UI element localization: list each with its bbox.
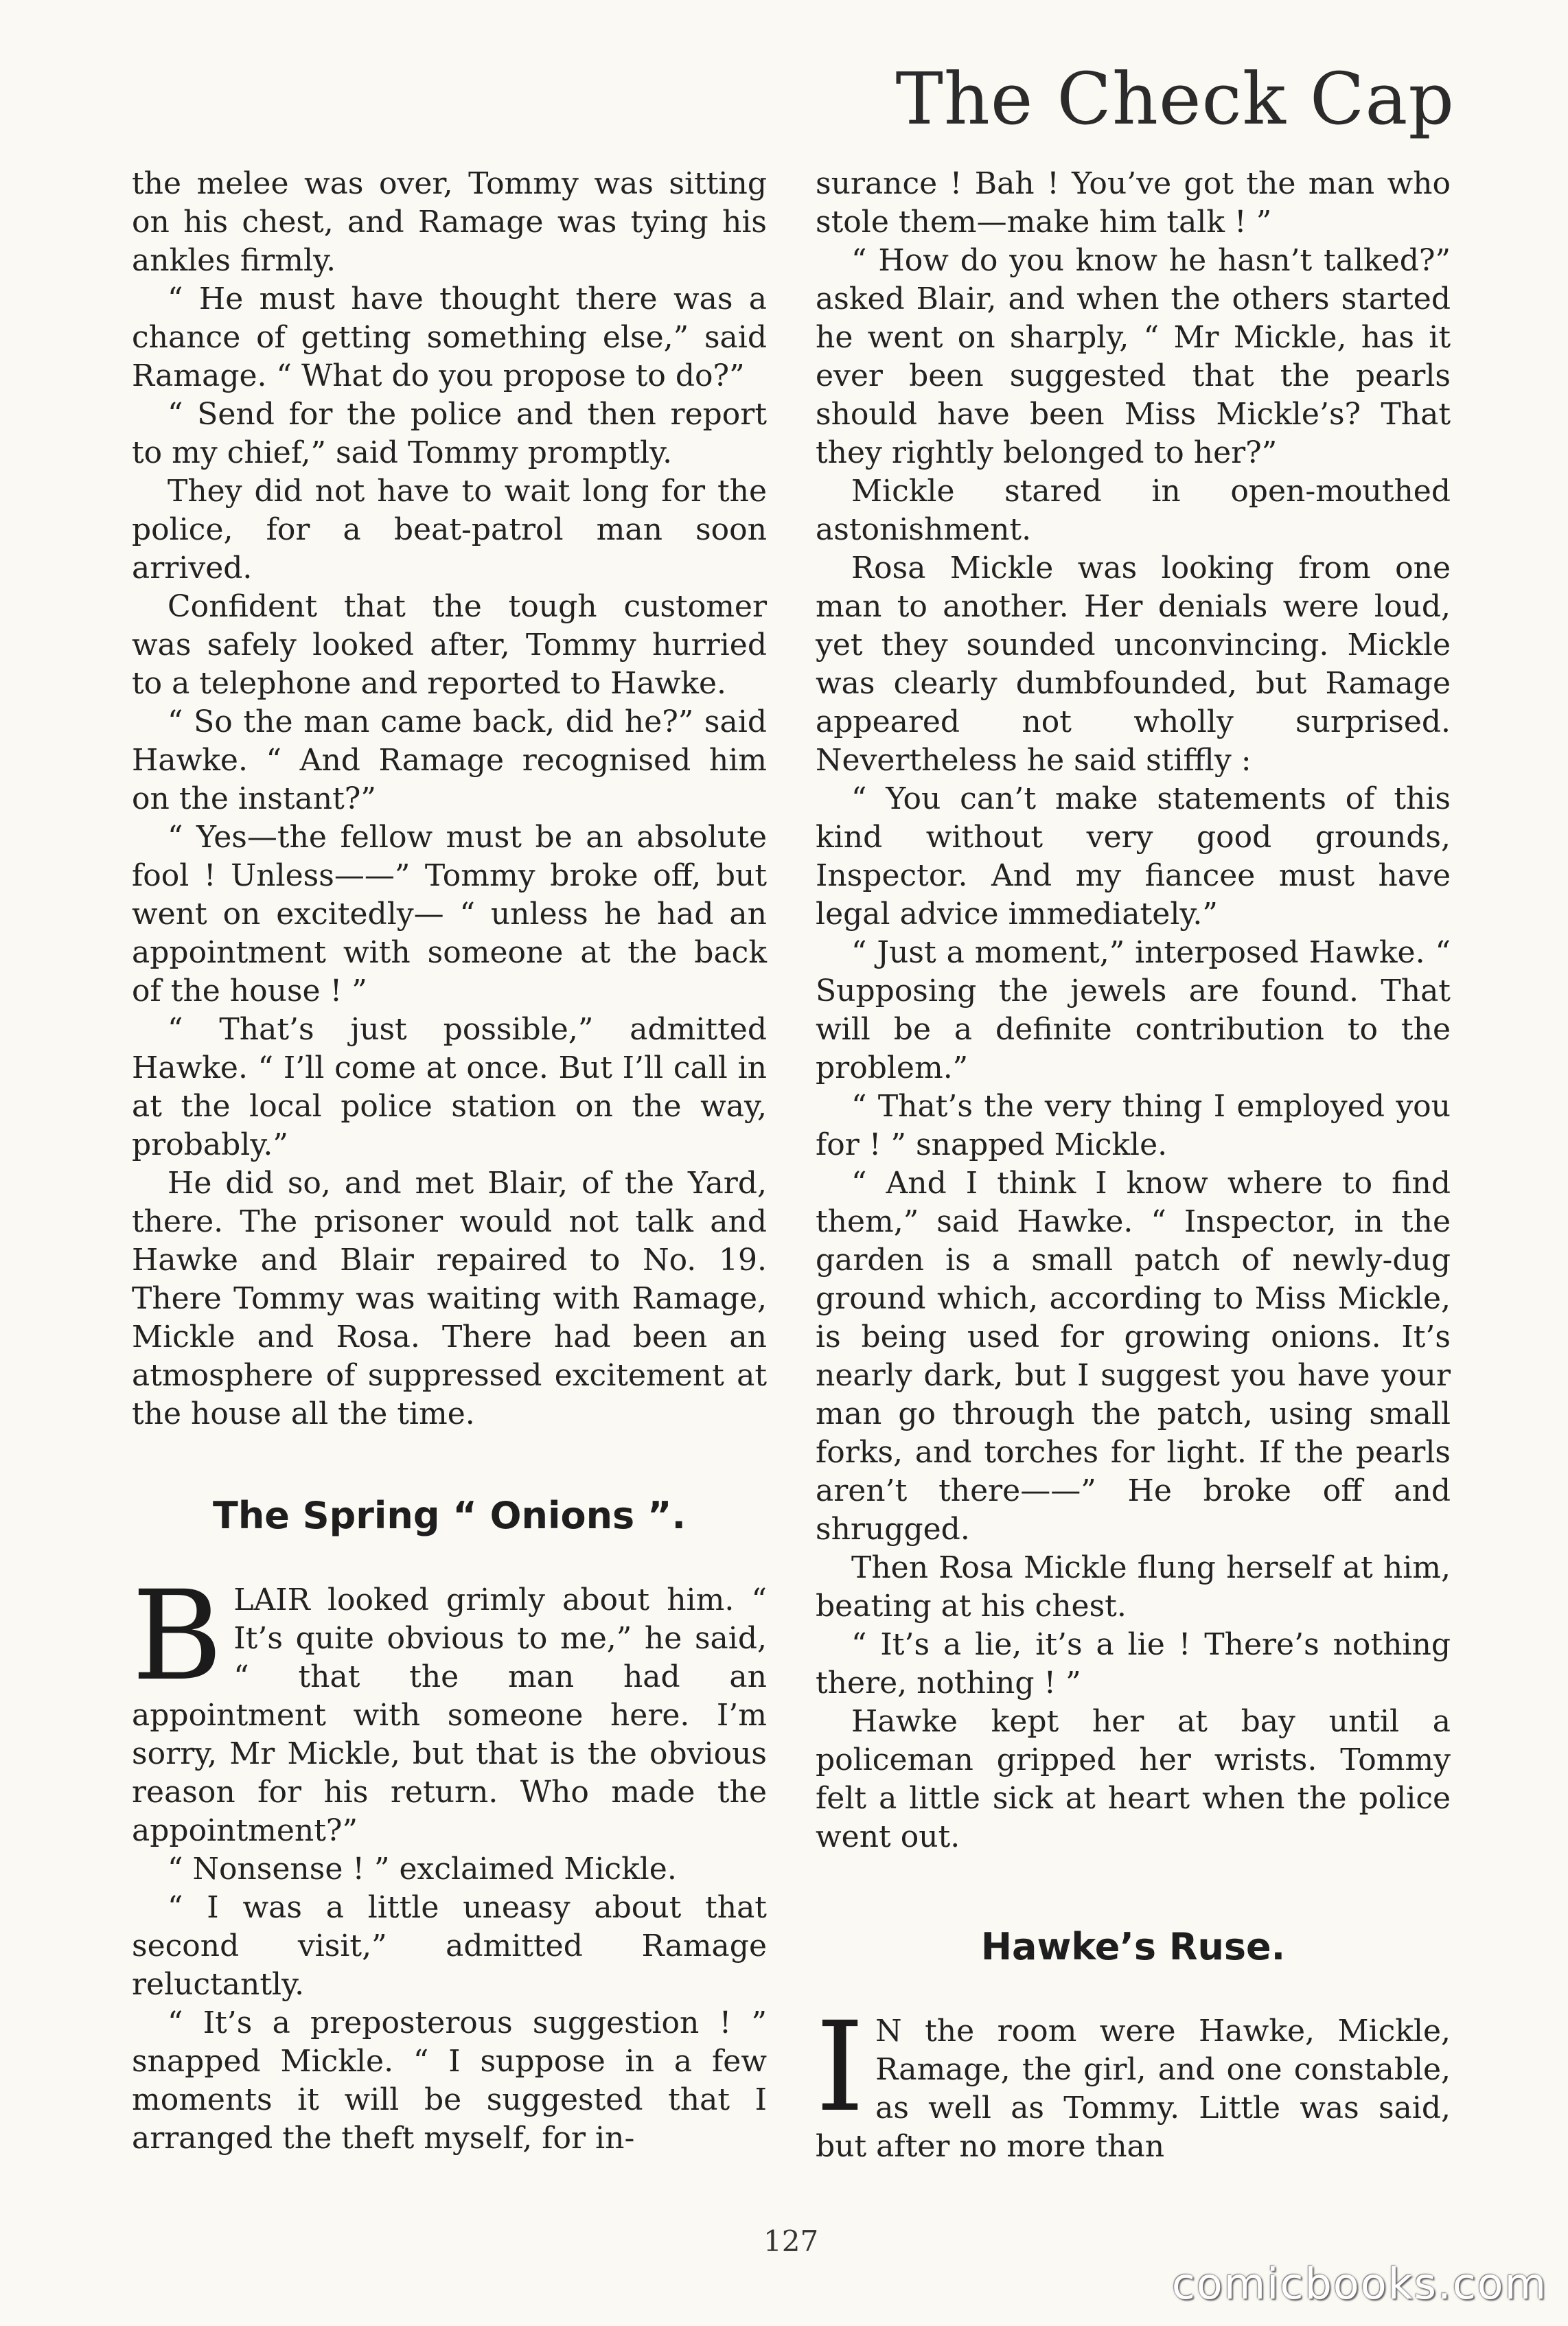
drop-cap-paragraph-text: LAIR looked grimly about him. “ It’s quite obvious to me,” he said, “ that the man had an appointment with someone here. I’m sorry, Mr Mickle, but that is the obvious reason for his return. Who made the appointment?”	[132, 1582, 767, 1848]
paragraph: They did not have to wait long for the police, for a beat-patrol man soon arrived.	[132, 474, 767, 586]
paragraph: “ Nonsense ! ” exclaimed Mickle.	[168, 1852, 677, 1887]
left-column	[132, 165, 767, 2158]
paragraph: “ You can’t make statements of this kind without very good grounds, Inspector. And my fiancee must have legal advice immediately.”	[816, 781, 1451, 932]
paragraph: “ It’s a preposterous suggestion ! ” snapped Mickle. “ I suppose in a few moments it will be suggested that I arranged the theft myself, for in-	[132, 2005, 767, 2156]
paragraph: Confident that the tough customer was safely looked after, Tommy hurried to a telephone and reported to Hawke.	[132, 589, 767, 701]
section-heading-hawkes-ruse: Hawke’s Ruse.	[980, 1925, 1286, 1968]
paragraph: “ Yes—the fellow must be an absolute fool ! Unless——” Tommy broke off, but went on excitedly— “ unless he had an appointment with someone at the back of the house ! ”	[132, 820, 767, 1009]
paragraph: surance ! Bah ! You’ve got the man who stole them—make him talk ! ”	[816, 166, 1451, 240]
paragraph: “ Just a moment,” interposed Hawke. “ Supposing the jewels are found. That will be a definite contribution to the problem.”	[816, 935, 1451, 1085]
watermark-logo: comicbooks.com	[1171, 2259, 1547, 2309]
paragraph: the melee was over, Tommy was sitting on his chest, and Ramage was tying his ankles firmly.	[132, 166, 767, 278]
paragraph: “ That’s just possible,” admitted Hawke. “ I’ll come at once. But I’ll call in at the local police station on the way, probably.”	[132, 1012, 767, 1162]
drop-cap-paragraph-text: N the room were Hawke, Mickle, Ramage, the girl, and one constable, as well as Tommy. Little was said, but after no more than	[816, 2014, 1451, 2164]
paragraph: “ Send for the police and then report to my chief,” said Tommy promptly.	[132, 397, 767, 470]
paragraph: “ How do you know he hasn’t talked?” asked Blair, and when the others started he went on sharply, “ Mr Mickle, has it ever been suggested that the pearls should have been Miss Mickle’s? That they rightly belonged to her?”	[816, 243, 1451, 470]
drop-cap: I	[816, 1996, 865, 2139]
paragraph: “ So the man came back, did he?” said Hawke. “ And Ramage recognised him on the instant?”	[132, 704, 767, 816]
page-title: The Check Cap	[895, 57, 1455, 141]
paragraph: “ He must have thought there was a chance of getting something else,” said Ramage. “ What do you propose to do?”	[132, 281, 767, 393]
drop-cap-paragraph	[816, 1996, 1451, 2166]
section-heading-spring-onions: The Spring “ Onions ”.	[213, 1494, 686, 1537]
paragraph: Mickle stared in open-mouthed astonishment.	[816, 474, 1451, 547]
right-column	[816, 165, 1451, 2166]
paragraph: Hawke kept her at bay until a policeman gripped her wrists. Tommy felt a little sick at heart when the police went out.	[816, 1704, 1451, 1854]
drop-cap: B	[132, 1565, 223, 1708]
paragraph: “ It’s a lie, it’s a lie ! There’s nothing there, nothing ! ”	[816, 1627, 1451, 1701]
drop-cap-paragraph	[132, 1565, 767, 1850]
paragraph: Rosa Mickle was looking from one man to another. Her denials were loud, yet they sounded unconvincing. Mickle was clearly dumbfounded, but Ramage appeared not wholly surprised. Nevertheless he said stiffly :	[816, 551, 1451, 778]
paragraph: “ I was a little uneasy about that second visit,” admitted Ramage reluctantly.	[132, 1890, 767, 2002]
paragraph: Then Rosa Mickle flung herself at him, beating at his chest.	[816, 1550, 1451, 1624]
paragraph: “ And I think I know where to find them,” said Hawke. “ Inspector, in the garden is a small patch of newly-dug ground which, according to Miss Mickle, is being used for growing onions. It’s nearly dark, but I suggest you have your man go through the patch, using small forks, and torches for light. If the pearls aren’t there——” He broke off and shrugged.	[816, 1166, 1451, 1547]
paragraph: “ That’s the very thing I employed you for ! ” snapped Mickle.	[816, 1089, 1451, 1162]
paragraph: He did so, and met Blair, of the Yard, there. The prisoner would not talk and Hawke and Blair repaired to No. 19. There Tommy was waiting with Ramage, Mickle and Rosa. There had been an atmosphere of suppressed excitement at the house all the time.	[132, 1166, 767, 1431]
page-number: 127	[763, 2224, 819, 2258]
